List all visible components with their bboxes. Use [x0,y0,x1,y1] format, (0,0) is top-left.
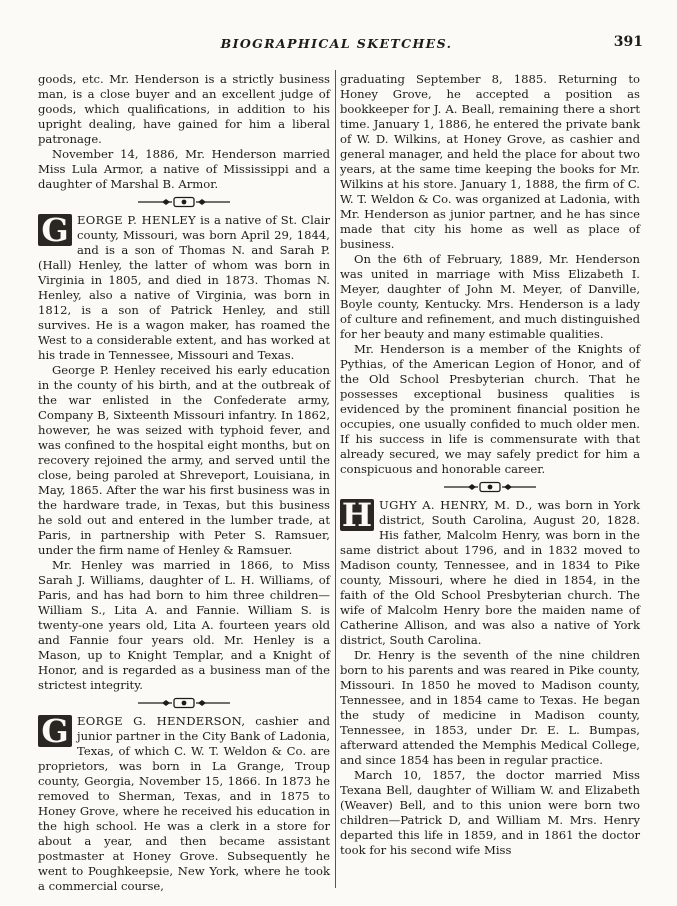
henry-name: UGHY A. HENRY, M. D., [379,498,533,512]
henderson-name: EORGE G. HENDERSON, [77,714,246,728]
henderson-sketch [38,714,330,894]
section-ornament [340,481,640,493]
section-ornament [38,196,330,208]
right-column [340,72,640,858]
henley-paragraph-2: George P. Henley received his early education in the county of his birth, and at the outbreak of the war enlisted in the Confederate army, Company B, Sixteenth Missouri infantry. In 1862, however, he was seized with typhoid fever, and was confined to the hospital eight months, but on recovery rejoined the army, and served until the close, being paroled at Shreveport, Louisiana, in May, 1865. After the war his first business was in the hardware trade, in Texas, but this business he sold out and entered in the lumber trade, at Paris, in partnership with Peter S. Ramsuer, under the firm name of Henley & Ramsuer. [38,363,330,557]
ornament-icon [136,697,232,709]
henderson-marriage-paragraph: On the 6th of February, 1889, Mr. Henderson was united in marriage with Miss Elizabeth I. Meyer, daughter of John M. Meyer, of Danville, Boyle county, Kentucky. Mrs. Henderson is a lady of culture and refinement, and much distinguished for her beauty and many estimable qualities. [340,252,640,341]
henley-paragraph-1-text: is a native of St. Clair county, Missouri, was born April 29, 1844, and is a son of Thomas N. and Sarah P. (Hall) Henley, the latter of whom was born in Virginia in 1805, and died in 1873. Thomas N. Henley, also a native of Virginia, was born in 1812, is a son of Patrick Henley, and still survives. He is a wagon maker, has roamed the West to a considerable extent, and has worked at his trade in Tennessee, Missouri and Texas. [38,213,330,362]
section-ornament [38,697,330,709]
henderson-marriage-paragraph: November 14, 1886, Mr. Henderson married Miss Lula Armor, a native of Mississippi and a daughter of Marshal B. Armor. [38,147,330,191]
henderson-career-paragraph: graduating September 8, 1885. Returning to Honey Grove, he accepted a position as bookkeeper for J. A. Beall, remaining there a short time. January 1, 1886, he entered the private bank of W. D. Wilkins, at Honey Grove, as cashier and general manager, and held the place for about two years, at the same time keeping the books for Mr. Wilkins at his store. January 1, 1888, the firm of C. W. T. Weldon & Co. was organized at Ladonia, with Mr. Henderson as junior partner, and he has since made that city his home as well as place of business. [340,72,640,251]
henderson-drop-cap: G [38,715,72,747]
henley-paragraph-3: Mr. Henley was married in 1866, to Miss Sarah J. Williams, daughter of L. H. Williams, of Paris, and has had born to him three children—William S., Lita A. and Fannie. William S. is twenty-one years old, Lita A. fourteen years old and Fannie four years old. Mr. Henley is a Mason, up to Knight Templar, and a Knight of Honor, and is regarded as a business man of the strictest integrity. [38,558,330,692]
henley-paragraph-1 [38,213,330,363]
henry-paragraph-1-text: was born in York district, South Carolina, August 20, 1828. His father, Malcolm Henry, was born in the same district about 1796, and in 1832 moved to Madison county, Tennessee, and in 1834 to Pike county, Missouri, where he died in 1854, in the faith of the Old School Presbyterian church. The wife of Malcolm Henry bore the maiden name of Catherine Allison, and was also a native of York district, South Carolina. [340,498,641,647]
ornament-icon [442,481,538,493]
henderson-continued-paragraph: goods, etc. Mr. Henderson is a strictly business man, is a close buyer and an excellent judge of goods, which qualifications, in addition to his upright dealing, have gained for him a liberal patronage. [38,72,330,146]
henley-drop-cap: G [38,214,72,246]
henry-drop-cap: H [341,496,373,534]
henderson-paragraph-1-text: cashier and junior partner in the City Bank of Ladonia, Texas, of which C. W. T. Weldon & Co. are proprietors, was born in La Grange, Troup county, Georgia, November 15, 1866. In 1873 he removed to Sherman, Texas, and in 1875 to Honey Grove, where he received his education in the high school. He was a clerk in a store for about a year, and then became assistant postmaster at Honey Grove. Subsequently he went to Poughkeepsie, New York, where he took a commercial course, [38,714,330,893]
henley-name: EORGE P. HENLEY [77,213,196,227]
henley-sketch [38,213,330,693]
henry-paragraph-3: March 10, 1857, the doctor married Miss Texana Bell, daughter of William W. and Elizabeth (Weaver) Bell, and to this union were born two children—Patrick D, and William M. Mrs. Henry departed this life in 1859, and in 1861 the doctor took for his second wife Miss [340,768,640,857]
page-number: 391 [613,34,643,50]
henderson-societies-paragraph: Mr. Henderson is a member of the Knights of Pythias, of the American Legion of Honor, and of the Old School Presbyterian church. That he possesses exceptional business qualities is evidenced by the prominent financial position he occupies, one usually confided to much older men. If his success in life is commensurate with that already secured, we may safely predict for him a conspicuous and honorable career. [340,342,640,476]
henry-paragraph-1 [340,498,640,648]
ornament-icon [136,196,232,208]
column-rule [335,70,336,888]
running-head: BIOGRAPHICAL SKETCHES. [220,36,453,51]
left-column [38,72,330,894]
henry-paragraph-2: Dr. Henry is the seventh of the nine children born to his parents and was reared in Pike county, Missouri. In 1850 he moved to Madison county, Tennessee, and in 1854 came to Texas. He began the study of medicine in Madison county, Tennessee, in 1853, under Dr. E. L. Bumpas, afterward attended the Memphis Medical College, and since 1854 has been in regular practice. [340,648,640,767]
henderson-paragraph-1 [38,714,330,894]
henry-sketch [340,498,640,858]
page-header [30,36,643,56]
